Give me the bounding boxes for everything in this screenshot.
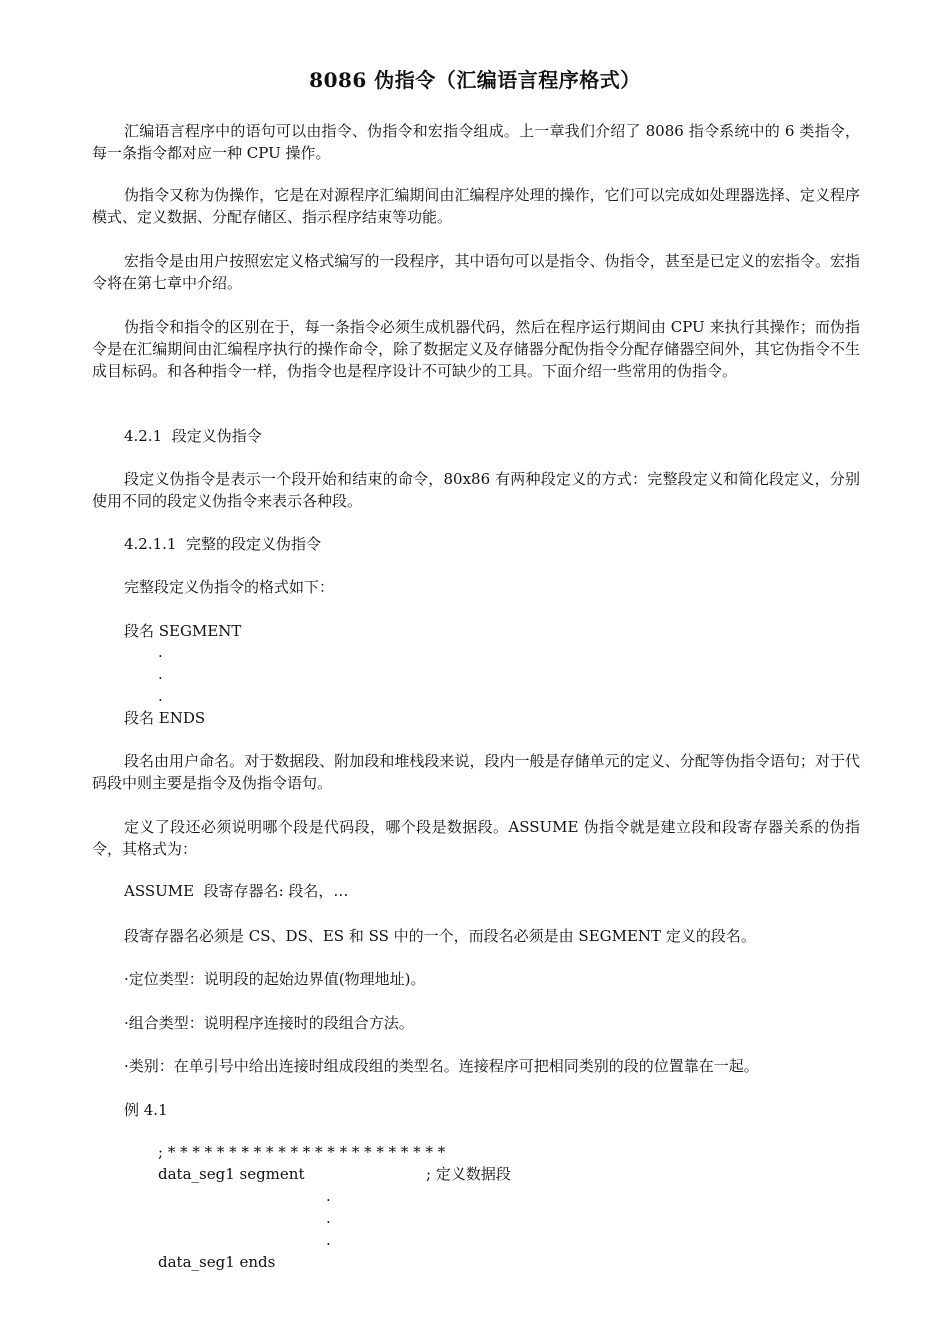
example-label: 例 4.1 [124, 1101, 168, 1119]
section-heading-421: 4.2.1 段定义伪指令 [124, 427, 262, 445]
paragraph-intro: 汇编语言程序中的语句可以由指令、伪指令和宏指令组成。上一章我们介绍了 8086 指令系统中的 6 类指令，每一条指令都对应一种 CPU 操作。 [92, 122, 860, 162]
bullet-class: ·类别：在单引号中给出连接时组成段组的类型名。连接程序可把相同类别的段的位置靠在一起。 [124, 1057, 759, 1075]
segment-begin-line: 段名 SEGMENT [124, 622, 242, 640]
paragraph-pseudo-definition: 伪指令又称为伪操作，它是在对源程序汇编期间由汇编程序处理的操作，它们可以完成如处理器选择、定义程序模式、定义数据、分配存储区、指示程序结束等功能。 [92, 186, 860, 226]
format-intro: 完整段定义伪指令的格式如下： [124, 578, 335, 596]
ellipsis-dot: . [326, 1231, 331, 1249]
code-star-line: ; * * * * * * * * * * * * * * * * * * * * * * * [158, 1143, 446, 1161]
paragraph-segment-register: 段寄存器名必须是 CS、DS、ES 和 SS 中的一个，而段名必须是由 SEGMENT 定义的段名。 [124, 927, 756, 945]
ellipsis-dot: . [158, 665, 163, 683]
paragraph-segment-definition: 段定义伪指令是表示一个段开始和结束的命令，80x86 有两种段定义的方式：完整段定义和简化段定义，分别使用不同的段定义伪指令来表示各种段。 [92, 470, 860, 510]
code-comment: ; 定义数据段 [426, 1165, 511, 1183]
page-title: 8086 伪指令（汇编语言程序格式） [309, 68, 641, 92]
paragraph-difference: 伪指令和指令的区别在于，每一条指令必须生成机器代码，然后在程序运行期间由 CPU 来执行其操作；而伪指令是在汇编期间由汇编程序执行的操作命令，除了数据定义及存储器分配伪指令分配存储器空间外，其它伪指令不生成目标码。和各种指令一样，伪指令也是程序设计不可缺少的工具。下面介绍一些常用的伪指令。 [92, 318, 860, 380]
bullet-combine-type: ·组合类型：说明程序连接时的段组合方法。 [124, 1014, 414, 1032]
code-ends-line: data_seg1 ends [158, 1253, 276, 1271]
ellipsis-dot: . [158, 687, 163, 705]
paragraph-macro: 宏指令是由用户按照宏定义格式编写的一段程序，其中语句可以是指令、伪指令，甚至是已定义的宏指令。宏指令将在第七章中介绍。 [92, 252, 860, 292]
ellipsis-dot: . [158, 643, 163, 661]
paragraph-assume: 定义了段还必须说明哪个段是代码段，哪个段是数据段。ASSUME 伪指令就是建立段和段寄存器关系的伪指令，其格式为： [92, 818, 860, 858]
bullet-align-type: ·定位类型：说明段的起始边界值(物理地址)。 [124, 970, 426, 988]
paragraph-segment-name: 段名由用户命名。对于数据段、附加段和堆栈段来说，段内一般是存储单元的定义、分配等伪指令语句；对于代码段中则主要是指令及伪指令语句。 [92, 752, 860, 792]
ellipsis-dot: . [326, 1209, 331, 1227]
assume-format: ASSUME 段寄存器名: 段名，… [124, 882, 349, 900]
code-segment-line: data_seg1 segment [158, 1165, 305, 1183]
section-heading-4211: 4.2.1.1 完整的段定义伪指令 [124, 535, 322, 553]
ellipsis-dot: . [326, 1187, 331, 1205]
segment-end-line: 段名 ENDS [124, 709, 206, 727]
